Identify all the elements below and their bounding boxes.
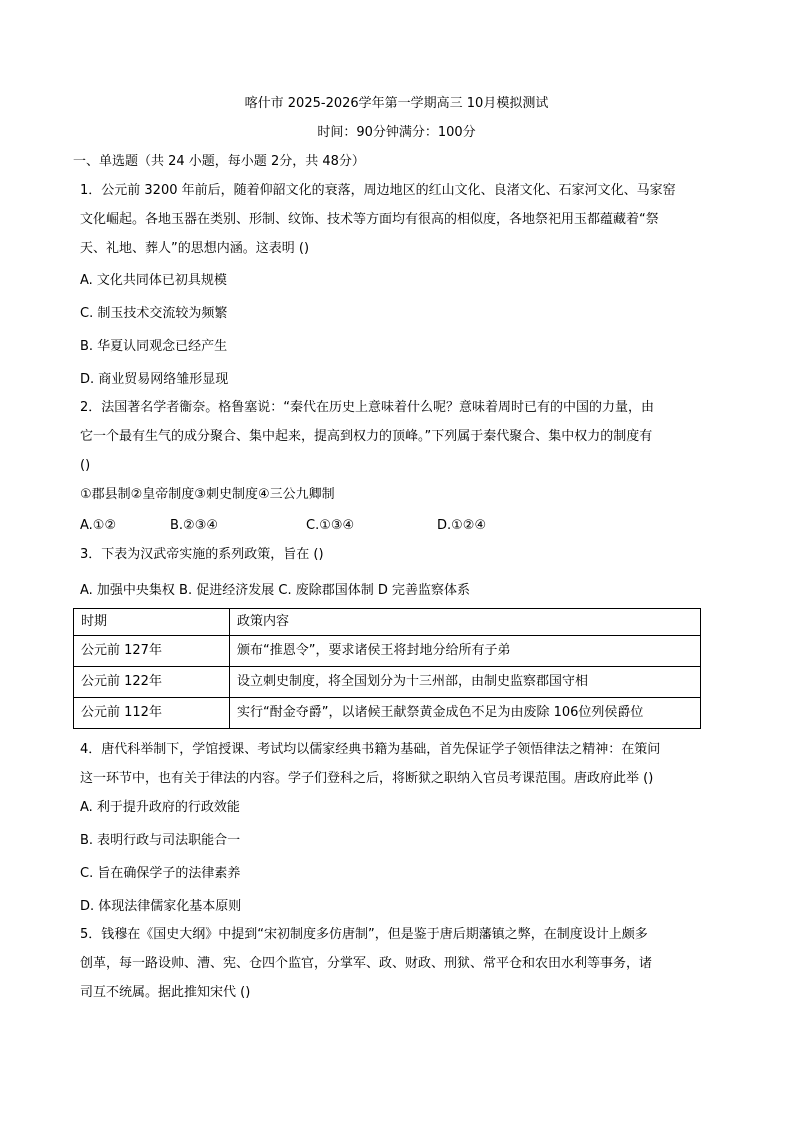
- question-text-line: 文化崛起。各地玉器在类别、形制、纹饰、技术等方面均有很高的相似度，各地祭祀用玉都蕴藏着“祭: [80, 212, 659, 227]
- question-text-line: 司互不统属。据此推知宋代 (): [80, 985, 251, 1000]
- question-items: ①郡县制②皇帝制度③刺史制度④三公九卿制: [80, 487, 335, 502]
- question-options: A. 加强中央集权 B. 促进经济发展 C. 废除郡国体制 D 完善监察体系: [80, 583, 470, 598]
- question-text-line: 3．下表为汉武帝实施的系列政策，旨在 (): [80, 547, 324, 562]
- table-cell-period: 公元前 112年: [74, 698, 230, 729]
- table-cell-policy: 设立刺史制度，将全国划分为十三州部，由制史监察郡国守相: [230, 667, 701, 698]
- table-cell-policy: 颁布“推恩令”，要求诸侯王将封地分给所有子弟: [230, 636, 701, 667]
- question-text-line: 这一环节中，也有关于律法的内容。学子们登科之后，将断狱之职纳入官员考课范围。唐政府此举 (): [80, 771, 654, 786]
- table-row: [74, 667, 701, 698]
- option-a: A. 文化共同体已初具规模: [80, 273, 227, 288]
- option-a: A. 利于提升政府的行政效能: [80, 800, 240, 815]
- option-c: C. 制玉技术交流较为频繁: [80, 306, 228, 321]
- question-text-line: 它一个最有生气的成分聚合、集中起来，提高到权力的顶峰。”下列属于秦代聚合、集中权力的制度有: [80, 429, 653, 444]
- section-heading: 一、单选题（共 24 小题，每小题 2分，共 48分）: [73, 154, 365, 169]
- question-text-line: 2．法国著名学者衞奈。格鲁塞说：“秦代在历史上意味着什么呢？意味着周时已有的中国的力量，由: [80, 400, 655, 415]
- table-header-cell: 时期: [74, 609, 230, 636]
- table-cell-period: 公元前 122年: [74, 667, 230, 698]
- table-cell-policy: 实行“酎金夺爵”，以诸候王献祭黄金成色不足为由废除 106位列侯爵位: [230, 698, 701, 729]
- option-b: B. 华夏认同观念已经产生: [80, 339, 228, 354]
- table-row: [74, 698, 701, 729]
- question-text-line: 天、礼地、葬人”的思想内涵。这表明 (): [80, 241, 310, 256]
- question-text-line: (): [80, 458, 91, 473]
- question-text-line: 4．唐代科举制下，学馆授课、考试均以儒家经典书籍为基础，首先保证学子领悟律法之精神：在策问: [80, 742, 661, 757]
- exam-time-info: 时间：90分钟满分：100分: [317, 125, 476, 140]
- option-d: D. 商业贸易网络雏形显现: [80, 372, 229, 387]
- option-d: D.①②④: [437, 518, 487, 533]
- option-b: B.②③④: [170, 518, 219, 533]
- question-text-line: 5．钱穆在《国史大纲》中提到“宋初制度多仿唐制”，但是鉴于唐后期藩镇之弊，在制度设计上颇多: [80, 927, 648, 942]
- option-a: A.①②: [80, 518, 117, 533]
- table-header-row: [74, 609, 701, 636]
- table-header-cell: 政策内容: [230, 609, 701, 636]
- option-c: C.①③④: [306, 518, 355, 533]
- table-row: [74, 636, 701, 667]
- option-c: C. 旨在确保学子的法律素养: [80, 866, 241, 881]
- question-text-line: 创革，每一路设帅、漕、宪、仓四个监官，分掌军、政、财政、刑狱、常平仓和农田水利等事务，诸: [80, 956, 653, 971]
- question-text-line: 1．公元前 3200 年前后，随着仰韶文化的衰落，周边地区的红山文化、良渚文化、石家河文化、马家窑: [80, 183, 676, 198]
- option-b: B. 表明行政与司法职能合一: [80, 833, 241, 848]
- table-cell-period: 公元前 127年: [74, 636, 230, 667]
- option-d: D. 体现法律儒家化基本原则: [80, 899, 242, 914]
- exam-title: 喀什市 2025-2026学年第一学期高三 10月模拟测试: [244, 96, 549, 111]
- policy-table: [73, 608, 701, 729]
